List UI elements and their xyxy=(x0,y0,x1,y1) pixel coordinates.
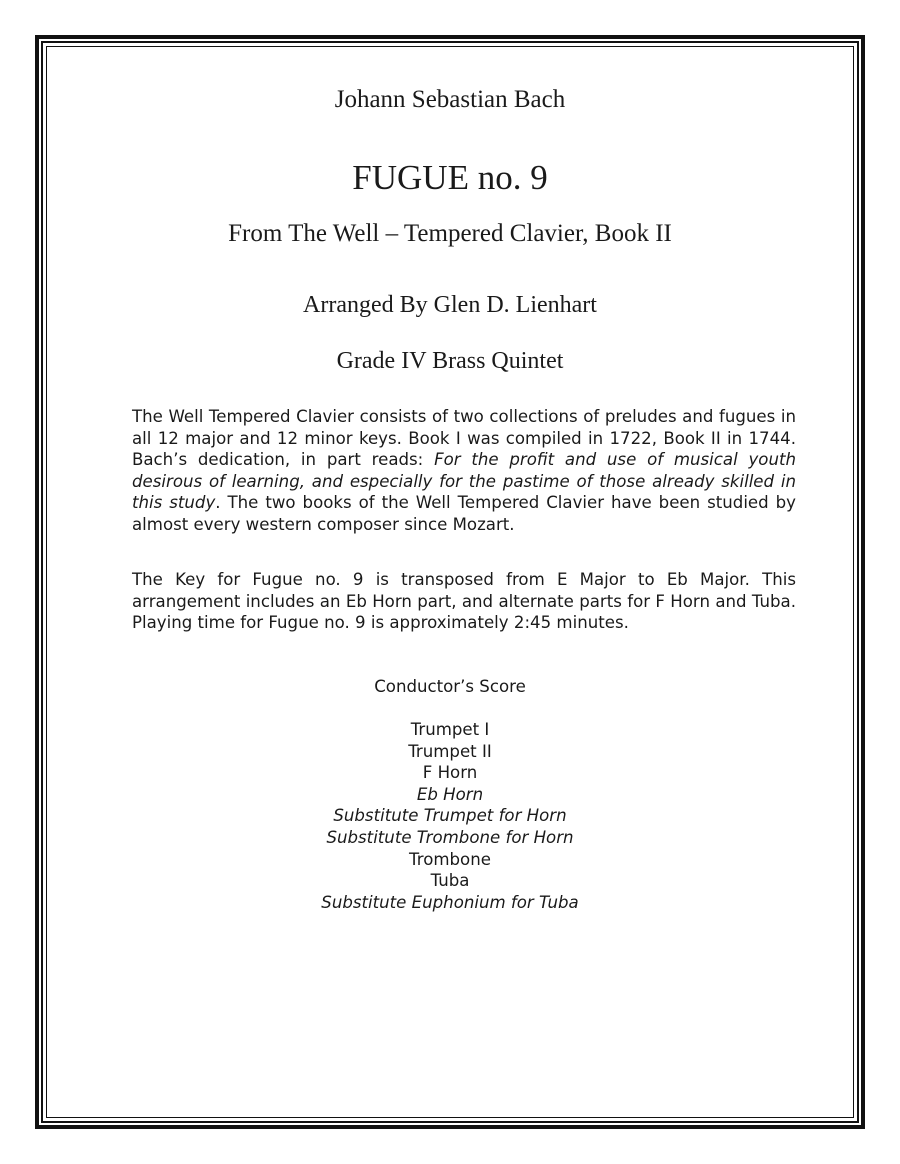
part-item: Tuba xyxy=(430,871,470,891)
grade-level: Grade IV Brass Quintet xyxy=(336,348,564,374)
part-item: Substitute Euphonium for Tuba xyxy=(321,892,579,912)
parts-list xyxy=(0,676,900,913)
part-item: Substitute Trombone for Horn xyxy=(326,827,574,847)
dedication-quote: For the profit and use of musical youth desirous of learning, and especially for the pastime of those already skilled in this study xyxy=(132,450,796,513)
page-subtitle: From The Well – Tempered Clavier, Book II xyxy=(228,220,672,247)
part-item: Substitute Trumpet for Horn xyxy=(333,806,567,826)
description-paragraph-arrangement: The Key for Fugue no. 9 is transposed from E Major to Eb Major. This arrangement includes an Eb Horn part, and alternate parts for F Horn and Tuba. Playing time for Fugue no. 9 is approximately 2:45 minutes. xyxy=(132,570,796,633)
description-paragraph-history xyxy=(132,406,796,536)
conductor-score-label: Conductor’s Score xyxy=(374,677,526,696)
part-item: Trumpet I xyxy=(410,719,490,739)
part-item: Trumpet II xyxy=(408,741,492,761)
description-text: The Well Tempered Clavier consists of two collections of preludes and fugues in all 12 major and 12 minor keys. Book I was compiled in 1722, Book II in 1744. Bach’s dedication, in part reads: xyxy=(132,407,796,470)
arranger-credit: Arranged By Glen D. Lienhart xyxy=(303,292,597,318)
part-item: F Horn xyxy=(422,763,478,783)
part-item: Eb Horn xyxy=(416,784,484,804)
composer-name: Johann Sebastian Bach xyxy=(334,86,566,113)
description-text: . The two books of the Well Tempered Clavier have been studied by almost every western composer since Mozart. xyxy=(132,493,796,534)
page-title: FUGUE no. 9 xyxy=(352,158,548,197)
part-item: Trombone xyxy=(409,849,491,869)
